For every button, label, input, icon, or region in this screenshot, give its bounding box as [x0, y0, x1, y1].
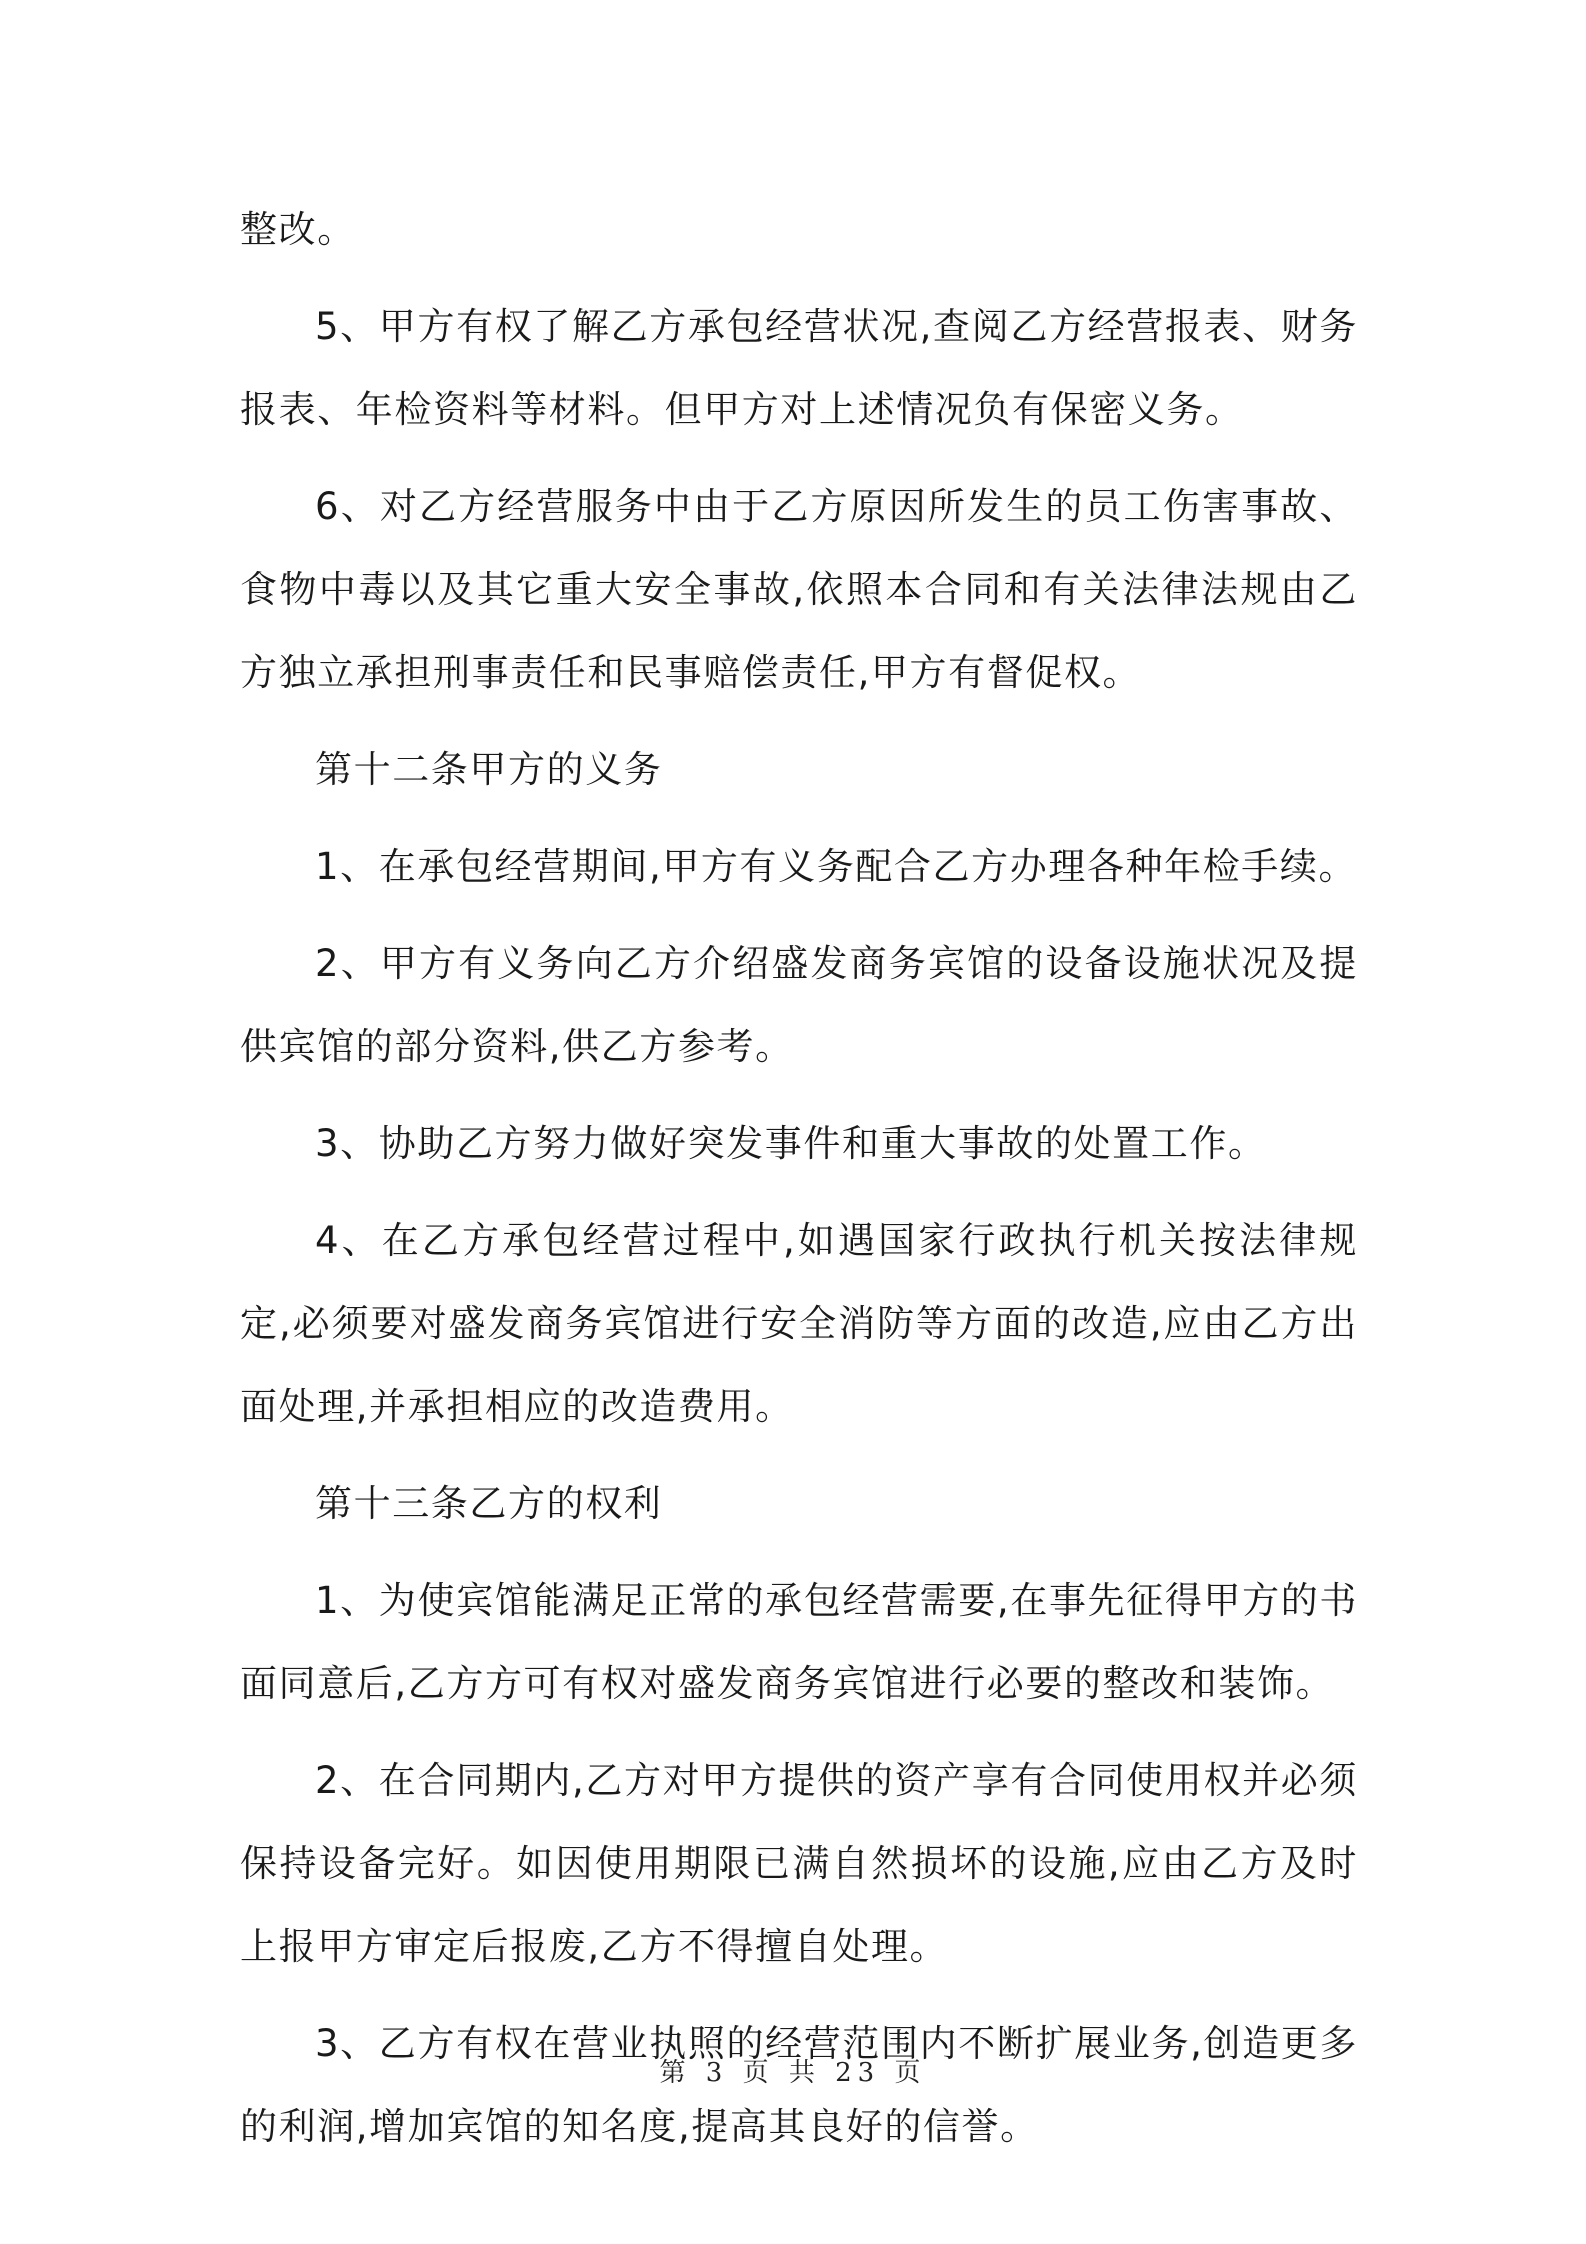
section-heading-article-12: 第十二条甲方的义务: [315, 748, 663, 791]
paragraph-8: 4、在乙方承包经营过程中,如遇国家行政执行机关按法律规定,必须要对盛发商务宾馆进行安全消防等方面的改造,应由乙方出面处理,并承担相应的改造费用。: [240, 1219, 1358, 1428]
paragraph-6: 2、甲方有义务向乙方介绍盛发商务宾馆的设备设施状况及提供宾馆的部分资料,供乙方参考。: [240, 942, 1358, 1068]
paragraph-12: 3、乙方有权在营业执照的经营范围内不断扩展业务,创造更多的利润,增加宾馆的知名度,提高其良好的信誉。: [240, 2022, 1358, 2148]
paragraph-3: 6、对乙方经营服务中由于乙方原因所发生的员工伤害事故、食物中毒以及其它重大安全事故,依照本合同和有关法律法规由乙方独立承担刑事责任和民事赔偿责任,甲方有督促权。: [240, 485, 1358, 694]
paragraph-10: 1、为使宾馆能满足正常的承包经营需要,在事先征得甲方的书面同意后,乙方方可有权对盛发商务宾馆进行必要的整改和装饰。: [240, 1579, 1358, 1705]
section-heading-article-13: 第十三条乙方的权利: [315, 1482, 663, 1525]
paragraph-2: 5、甲方有权了解乙方承包经营状况,查阅乙方经营报表、财务报表、年检资料等材料。但甲方对上述情况负有保密义务。: [240, 305, 1358, 431]
document-body: [240, 188, 1358, 2182]
paragraph-1: 整改。: [240, 208, 356, 251]
paragraph-5: 1、在承包经营期间,甲方有义务配合乙方办理各种年检手续。: [315, 845, 1358, 888]
page-number-footer: 第 3 页 共 23 页: [659, 2058, 927, 2088]
paragraph-11: 2、在合同期内,乙方对甲方提供的资产享有合同使用权并必须保持设备完好。如因使用期限已满自然损坏的设施,应由乙方及时上报甲方审定后报废,乙方不得擅自处理。: [240, 1759, 1358, 1968]
paragraph-7: 3、协助乙方努力做好突发事件和重大事故的处置工作。: [315, 1122, 1267, 1165]
